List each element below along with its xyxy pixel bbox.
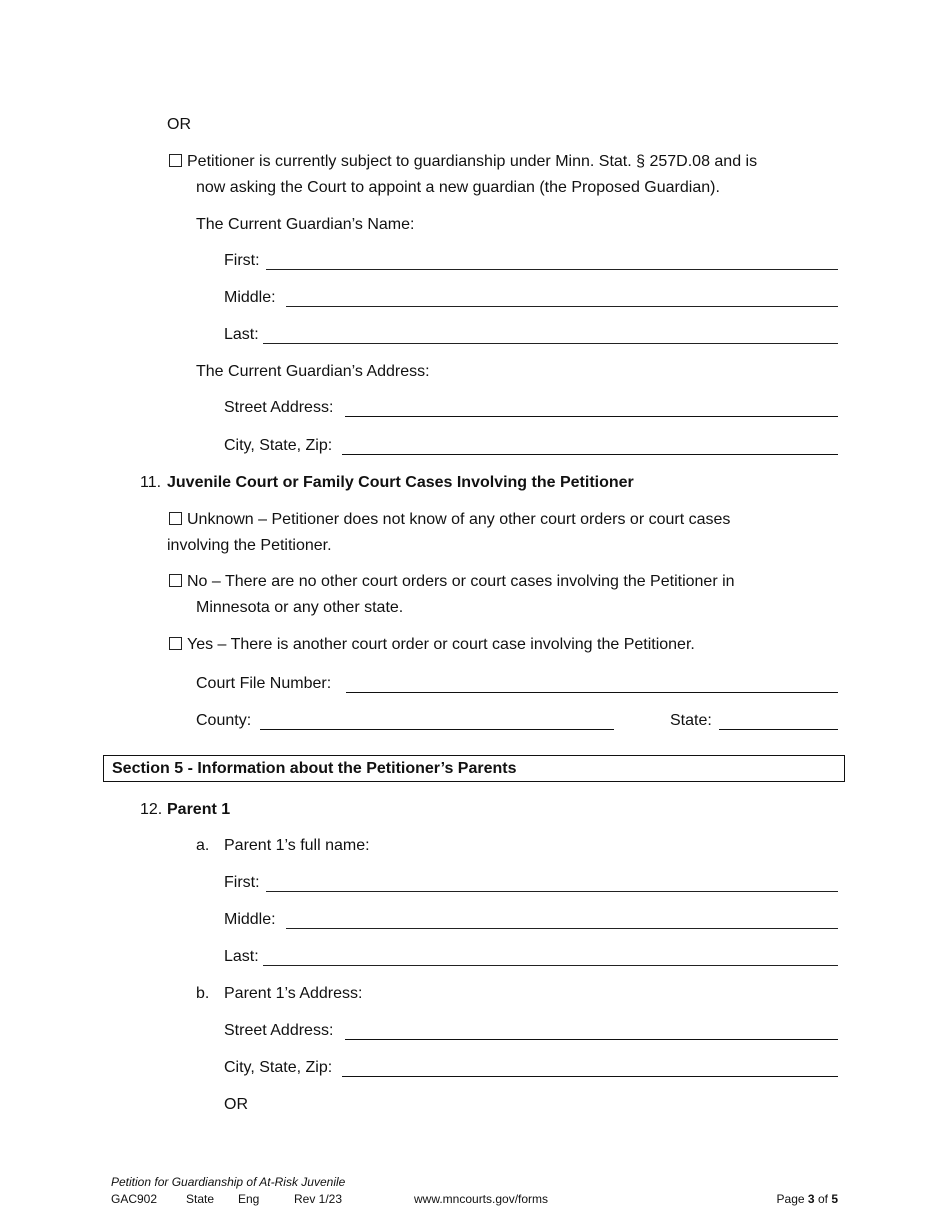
middle-name-label: Middle:: [224, 289, 276, 306]
checkbox[interactable]: [169, 512, 182, 525]
first-name-field[interactable]: [266, 269, 838, 270]
parent-city-state-zip-label: City, State, Zip:: [224, 1059, 333, 1076]
parent-middle-name-field[interactable]: [286, 928, 838, 929]
item-title: Juvenile Court or Family Court Cases Involving the Petitioner: [167, 474, 634, 491]
city-state-zip-field[interactable]: [342, 454, 838, 455]
option-text-continued: involving the Petitioner.: [167, 537, 332, 554]
middle-name-field[interactable]: [286, 306, 838, 307]
county-field[interactable]: [260, 729, 614, 730]
last-name-field[interactable]: [263, 343, 838, 344]
subitem-letter: a.: [196, 837, 210, 854]
item-number: 12.: [140, 801, 163, 818]
parent-city-state-zip-field[interactable]: [342, 1076, 838, 1077]
court-file-number-field[interactable]: [346, 692, 838, 693]
option-text: Yes – There is another court order or court case involving the Petitioner.: [187, 636, 695, 653]
parent-full-name-label: Parent 1’s full name:: [224, 837, 370, 854]
or-text: OR: [167, 116, 191, 133]
option-text-continued: now asking the Court to appoint a new guardian (the Proposed Guardian).: [196, 179, 720, 196]
current-guardian-option[interactable]: [169, 152, 757, 172]
parent-street-address-field[interactable]: [345, 1039, 838, 1040]
footer-language: Eng: [238, 1192, 260, 1206]
or-text: OR: [224, 1096, 248, 1113]
checkbox[interactable]: [169, 154, 182, 167]
parent-first-name-field[interactable]: [266, 891, 838, 892]
parent-address-label: Parent 1’s Address:: [224, 985, 363, 1002]
city-state-zip-label: City, State, Zip:: [224, 437, 333, 454]
footer-form-code: GAC902: [111, 1192, 158, 1206]
option-text: No – There are no other court orders or court cases involving the Petitioner in: [187, 573, 735, 590]
street-address-label: Street Address:: [224, 399, 334, 416]
current-guardian-address-heading: The Current Guardian’s Address:: [196, 363, 430, 380]
state-field[interactable]: [719, 729, 838, 730]
parent-street-address-label: Street Address:: [224, 1022, 334, 1039]
option-text: Unknown – Petitioner does not know of any other court orders or court cases: [187, 511, 731, 528]
item-number: 11.: [140, 474, 162, 491]
option-text-continued: Minnesota or any other state.: [196, 599, 404, 616]
last-name-label: Last:: [224, 326, 259, 343]
item-title: Parent 1: [167, 801, 231, 818]
current-guardian-name-heading: The Current Guardian’s Name:: [196, 216, 415, 233]
parent-last-name-label: Last:: [224, 948, 259, 965]
county-label: County:: [196, 712, 252, 729]
section-header: [103, 755, 845, 782]
checkbox[interactable]: [169, 637, 182, 650]
court-file-number-label: Court File Number:: [196, 675, 332, 692]
checkbox[interactable]: [169, 574, 182, 587]
first-name-label: First:: [224, 252, 260, 269]
footer-revision: Rev 1/23: [294, 1192, 343, 1206]
subitem-letter: b.: [196, 985, 210, 1002]
section-title: Section 5 - Information about the Petitioner’s Parents: [112, 760, 517, 777]
parent-middle-name-label: Middle:: [224, 911, 276, 928]
street-address-field[interactable]: [345, 416, 838, 417]
parent-last-name-field[interactable]: [263, 965, 838, 966]
footer-website[interactable]: www.mncourts.gov/forms: [414, 1192, 549, 1206]
state-label: State:: [670, 712, 712, 729]
no-option[interactable]: [169, 572, 735, 592]
footer-form-title: Petition for Guardianship of At-Risk Juvenile: [111, 1175, 346, 1189]
footer-page-number: Page 3 of 5: [776, 1192, 838, 1206]
footer-jurisdiction: State: [186, 1192, 215, 1206]
option-text: Petitioner is currently subject to guardianship under Minn. Stat. § 257D.08 and is: [187, 153, 758, 170]
parent-first-name-label: First:: [224, 874, 260, 891]
yes-option[interactable]: [169, 635, 695, 655]
unknown-option[interactable]: [169, 510, 730, 530]
